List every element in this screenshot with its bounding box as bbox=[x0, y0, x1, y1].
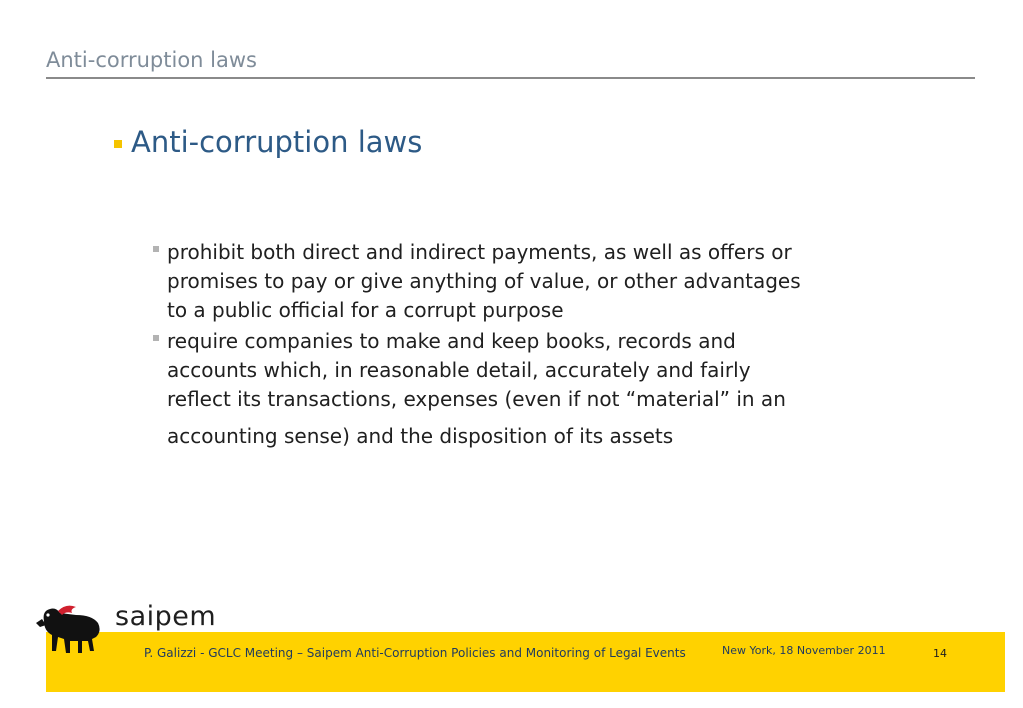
footer-date: New York, 18 November 2011 bbox=[722, 644, 886, 657]
slide-title: Anti-corruption laws bbox=[46, 48, 257, 72]
yellow-bullet-icon bbox=[114, 140, 122, 148]
six-legged-dog-icon bbox=[36, 601, 106, 659]
brand-wordmark: saipem bbox=[115, 601, 217, 632]
main-bullet-text: Anti-corruption laws bbox=[131, 125, 423, 159]
title-divider bbox=[46, 77, 975, 79]
sub-bullet-line: to a public official for a corrupt purpose bbox=[167, 298, 564, 322]
sub-bullet-text bbox=[167, 238, 801, 325]
gray-bullet-icon bbox=[153, 246, 159, 252]
sub-bullet-line: prohibit both direct and indirect payments, as well as offers or bbox=[167, 240, 792, 264]
sub-bullet-line: reflect its transactions, expenses (even if not “material” in an bbox=[167, 387, 786, 411]
sub-bullet-text bbox=[167, 327, 786, 451]
sub-bullet-require bbox=[153, 327, 943, 451]
gray-bullet-icon bbox=[153, 335, 159, 341]
sub-bullet-line: accounts which, in reasonable detail, accurately and fairly bbox=[167, 358, 751, 382]
sub-bullet-line: require companies to make and keep books, records and bbox=[167, 329, 736, 353]
main-bullet bbox=[114, 125, 422, 159]
footer-presenter-text: P. Galizzi - GCLC Meeting – Saipem Anti-Corruption Policies and Monitoring of Legal Events bbox=[144, 646, 686, 660]
sub-bullet-line: promises to pay or give anything of value, or other advantages bbox=[167, 269, 801, 293]
sub-bullet-line: accounting sense) and the disposition of its assets bbox=[167, 424, 674, 448]
sub-bullet-prohibit bbox=[153, 238, 943, 325]
page-number: 14 bbox=[933, 647, 947, 660]
footer-bar bbox=[46, 632, 1005, 692]
